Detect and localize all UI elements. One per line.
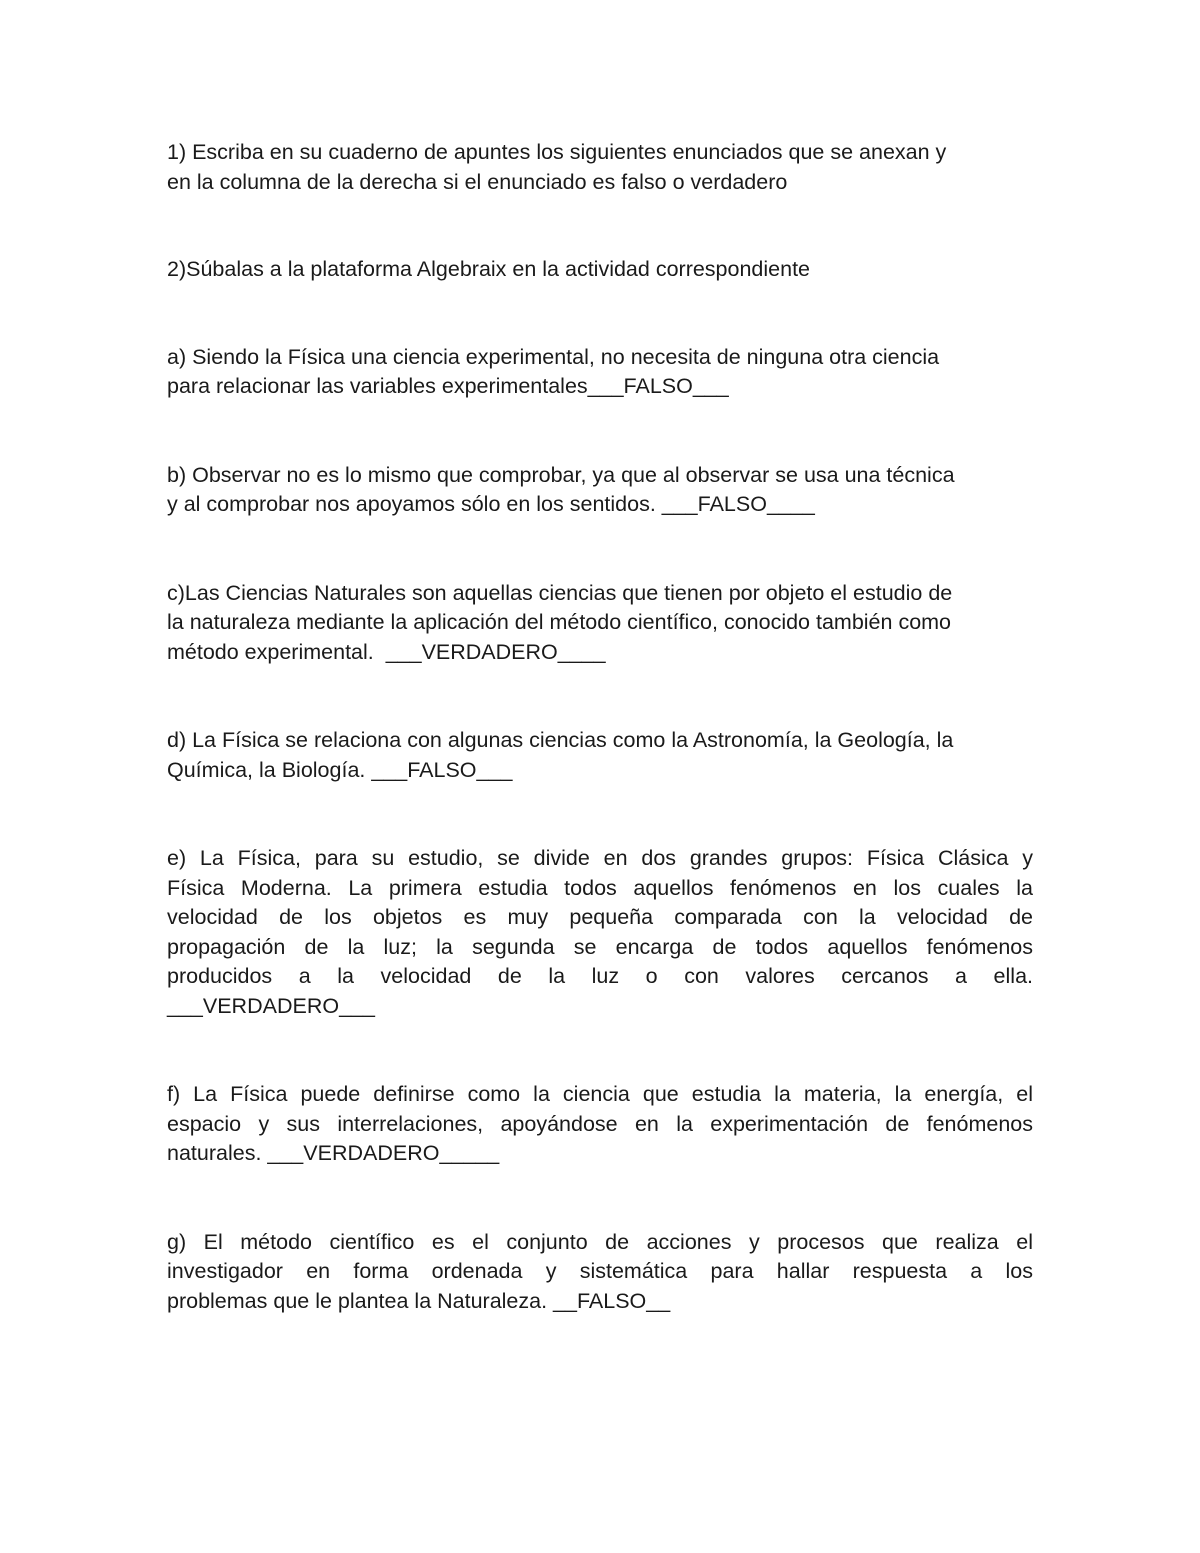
statement-a-line-2: para relacionar las variables experimentales___FALSO___ <box>167 374 729 398</box>
statement-f-line-3: naturales. ___VERDADERO_____ <box>167 1141 500 1165</box>
statement-e-line-2: Física Moderna. La primera estudia todos aquellos fenómenos en los cuales la <box>167 875 1033 900</box>
statement-g <box>167 1228 1033 1317</box>
statement-f <box>167 1080 1033 1169</box>
statement-c-line-1: c)Las Ciencias Naturales son aquellas ciencias que tienen por objeto el estudio de <box>167 580 953 605</box>
statement-e-line-3: velocidad de los objetos es muy pequeña comparada con la velocidad de <box>167 905 1033 929</box>
statement-b-line-1: b) Observar no es lo mismo que comprobar, ya que al observar se usa una técnica <box>167 462 955 487</box>
statement-e-line-6: ___VERDADERO___ <box>167 993 375 1018</box>
instruction-1 <box>167 138 1033 197</box>
statement-a-line-1: a) Siendo la Física una ciencia experimental, no necesita de ninguna otra ciencia <box>167 344 940 369</box>
instruction-2-line-1: 2)Súbalas a la plataforma Algebraix en la actividad correspondiente <box>167 257 811 281</box>
instruction-1-line-1: 1) Escriba en su cuaderno de apuntes los siguientes enunciados que se anexan y <box>167 140 947 164</box>
statement-a <box>167 343 1033 402</box>
instruction-2 <box>167 255 1033 285</box>
statement-f-line-1: f) La Física puede definirse como la ciencia que estudia la materia, la energía, el <box>167 1082 1033 1106</box>
statement-e-line-1: e) La Física, para su estudio, se divide en dos grandes grupos: Física Clásica y <box>167 846 1033 870</box>
statement-c-line-3: método experimental. ___VERDADERO____ <box>167 639 606 664</box>
statement-e-line-4: propagación de la luz; la segunda se encarga de todos aquellos fenómenos <box>167 934 1033 959</box>
instruction-1-line-2: en la columna de la derecha si el enunciado es falso o verdadero <box>167 169 788 194</box>
document-body <box>167 138 1033 1316</box>
statement-e-line-5: producidos a la velocidad de la luz o con valores cercanos a ella. <box>167 964 1033 988</box>
statement-e <box>167 844 1033 1021</box>
statement-b-line-2: y al comprobar nos apoyamos sólo en los sentidos. ___FALSO____ <box>167 492 815 516</box>
statement-d-line-2: Química, la Biología. ___FALSO___ <box>167 757 513 782</box>
statement-d <box>167 726 1033 785</box>
statement-g-line-1: g) El método científico es el conjunto de acciones y procesos que realiza el <box>167 1229 1033 1254</box>
statement-d-line-1: d) La Física se relaciona con algunas ciencias como la Astronomía, la Geología, la <box>167 728 954 752</box>
statement-f-line-2: espacio y sus interrelaciones, apoyándose en la experimentación de fenómenos <box>167 1111 1033 1136</box>
statement-c-line-2: la naturaleza mediante la aplicación del método científico, conocido también como <box>167 610 952 634</box>
statement-b <box>167 461 1033 520</box>
statement-g-line-3: problemas que le plantea la Naturaleza. __FALSO__ <box>167 1288 671 1313</box>
statement-c <box>167 579 1033 668</box>
statement-g-line-2: investigador en forma ordenada y sistemática para hallar respuesta a los <box>167 1259 1033 1283</box>
